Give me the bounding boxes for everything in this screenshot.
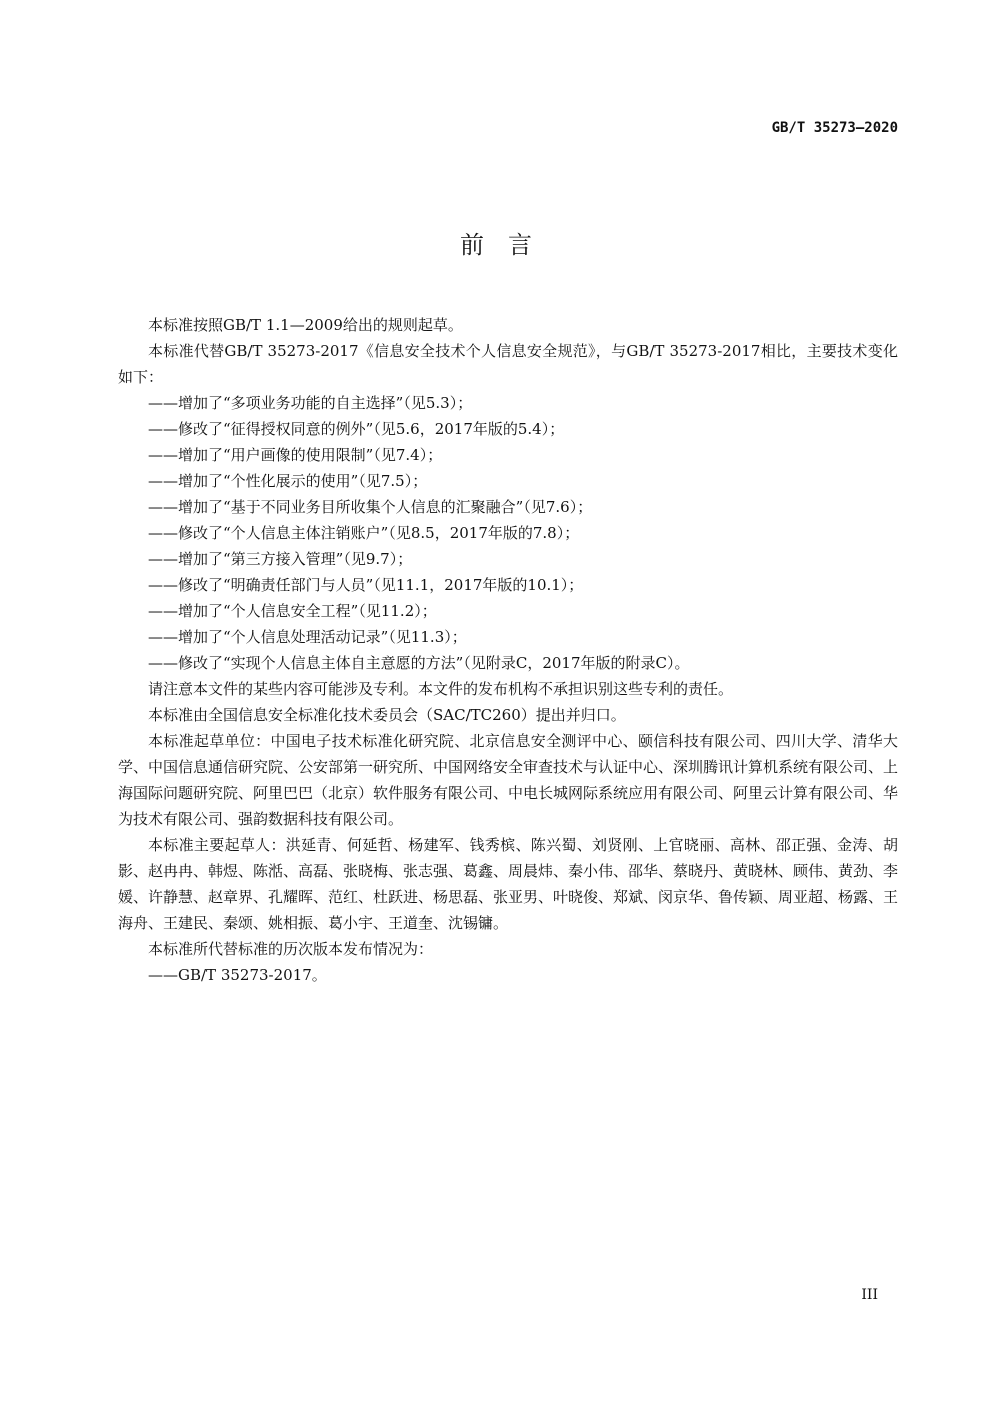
change-item: ——增加了“基于不同业务目所收集个人信息的汇聚融合”（见7.6）；: [148, 498, 593, 516]
change-item: ——增加了“第三方接入管理”（见9.7）；: [148, 550, 413, 568]
paragraph-drafting-units: 本标准起草单位：中国电子技术标准化研究院、北京信息安全测评中心、颐信科技有限公司、四川大学、清华大学、中国信息通信研究院、公安部第一研究所、中国网络安全审查技术与认证中心、深圳腾讯计算机系统有限公司、上海国际问题研究院、阿里巴巴（北京）软件服务有限公司、中电长城网际系统应用有限公司、阿里云计算有限公司、华为技术有限公司、强韵数据科技有限公司。: [118, 732, 899, 828]
change-item: ——增加了“个人信息处理活动记录”（见11.3）；: [148, 628, 467, 646]
paragraph-replacement: 本标准代替GB/T 35273-2017《信息安全技术个人信息安全规范》，与GB/T 35273-2017相比，主要技术变化如下：: [118, 342, 898, 386]
change-item: ——修改了“个人信息主体注销账户”（见8.5，2017年版的7.8）；: [148, 524, 580, 542]
change-item: ——修改了“实现个人信息主体自主意愿的方法”（见附录C，2017年版的附录C）。: [148, 654, 690, 672]
change-item: ——增加了“个性化展示的使用”（见7.5）；: [148, 472, 428, 490]
paragraph-drafters: 本标准主要起草人：洪延青、何延哲、杨建军、钱秀槟、陈兴蜀、刘贤刚、上官晓丽、高林、邵正强、金涛、胡影、赵冉冉、韩煜、陈湉、高磊、张晓梅、张志强、葛鑫、周晨炜、秦小伟、邵华、蔡晓丹、黄晓林、顾伟、黄劲、李媛、许静慧、赵章界、孔耀晖、范红、杜跃进、杨思磊、张亚男、叶晓俊、郑斌、闵京华、鲁传颖、周亚超、杨露、王海舟、王建民、秦颂、姚相振、葛小宇、王道奎、沈锡镛。: [118, 836, 899, 932]
page-number: III: [861, 1287, 878, 1303]
standard-code: GB/T 35273—2020: [771, 120, 898, 136]
foreword-body: [118, 312, 898, 988]
paragraph-proposer: 本标准由全国信息安全标准化技术委员会（SAC/TC260）提出并归口。: [148, 706, 626, 724]
change-item: ——修改了“明确责任部门与人员”（见11.1，2017年版的10.1）；: [148, 576, 584, 594]
paragraph-patent-notice: 请注意本文件的某些内容可能涉及专利。本文件的发布机构不承担识别这些专利的责任。: [148, 680, 734, 698]
change-item: ——增加了“个人信息安全工程”（见11.2）；: [148, 602, 437, 620]
paragraph-drafting-rule: 本标准按照GB/T 1.1—2009给出的规则起草。: [148, 316, 463, 334]
history-item: ——GB/T 35273-2017。: [148, 966, 327, 984]
change-item: ——修改了“征得授权同意的例外”（见5.6，2017年版的5.4）；: [148, 420, 565, 438]
change-item: ——增加了“多项业务功能的自主选择”（见5.3）；: [148, 394, 473, 412]
paragraph-history: 本标准所代替标准的历次版本发布情况为：: [148, 940, 434, 958]
page-title: 前言: [460, 231, 556, 259]
change-item: ——增加了“用户画像的使用限制”（见7.4）；: [148, 446, 443, 464]
